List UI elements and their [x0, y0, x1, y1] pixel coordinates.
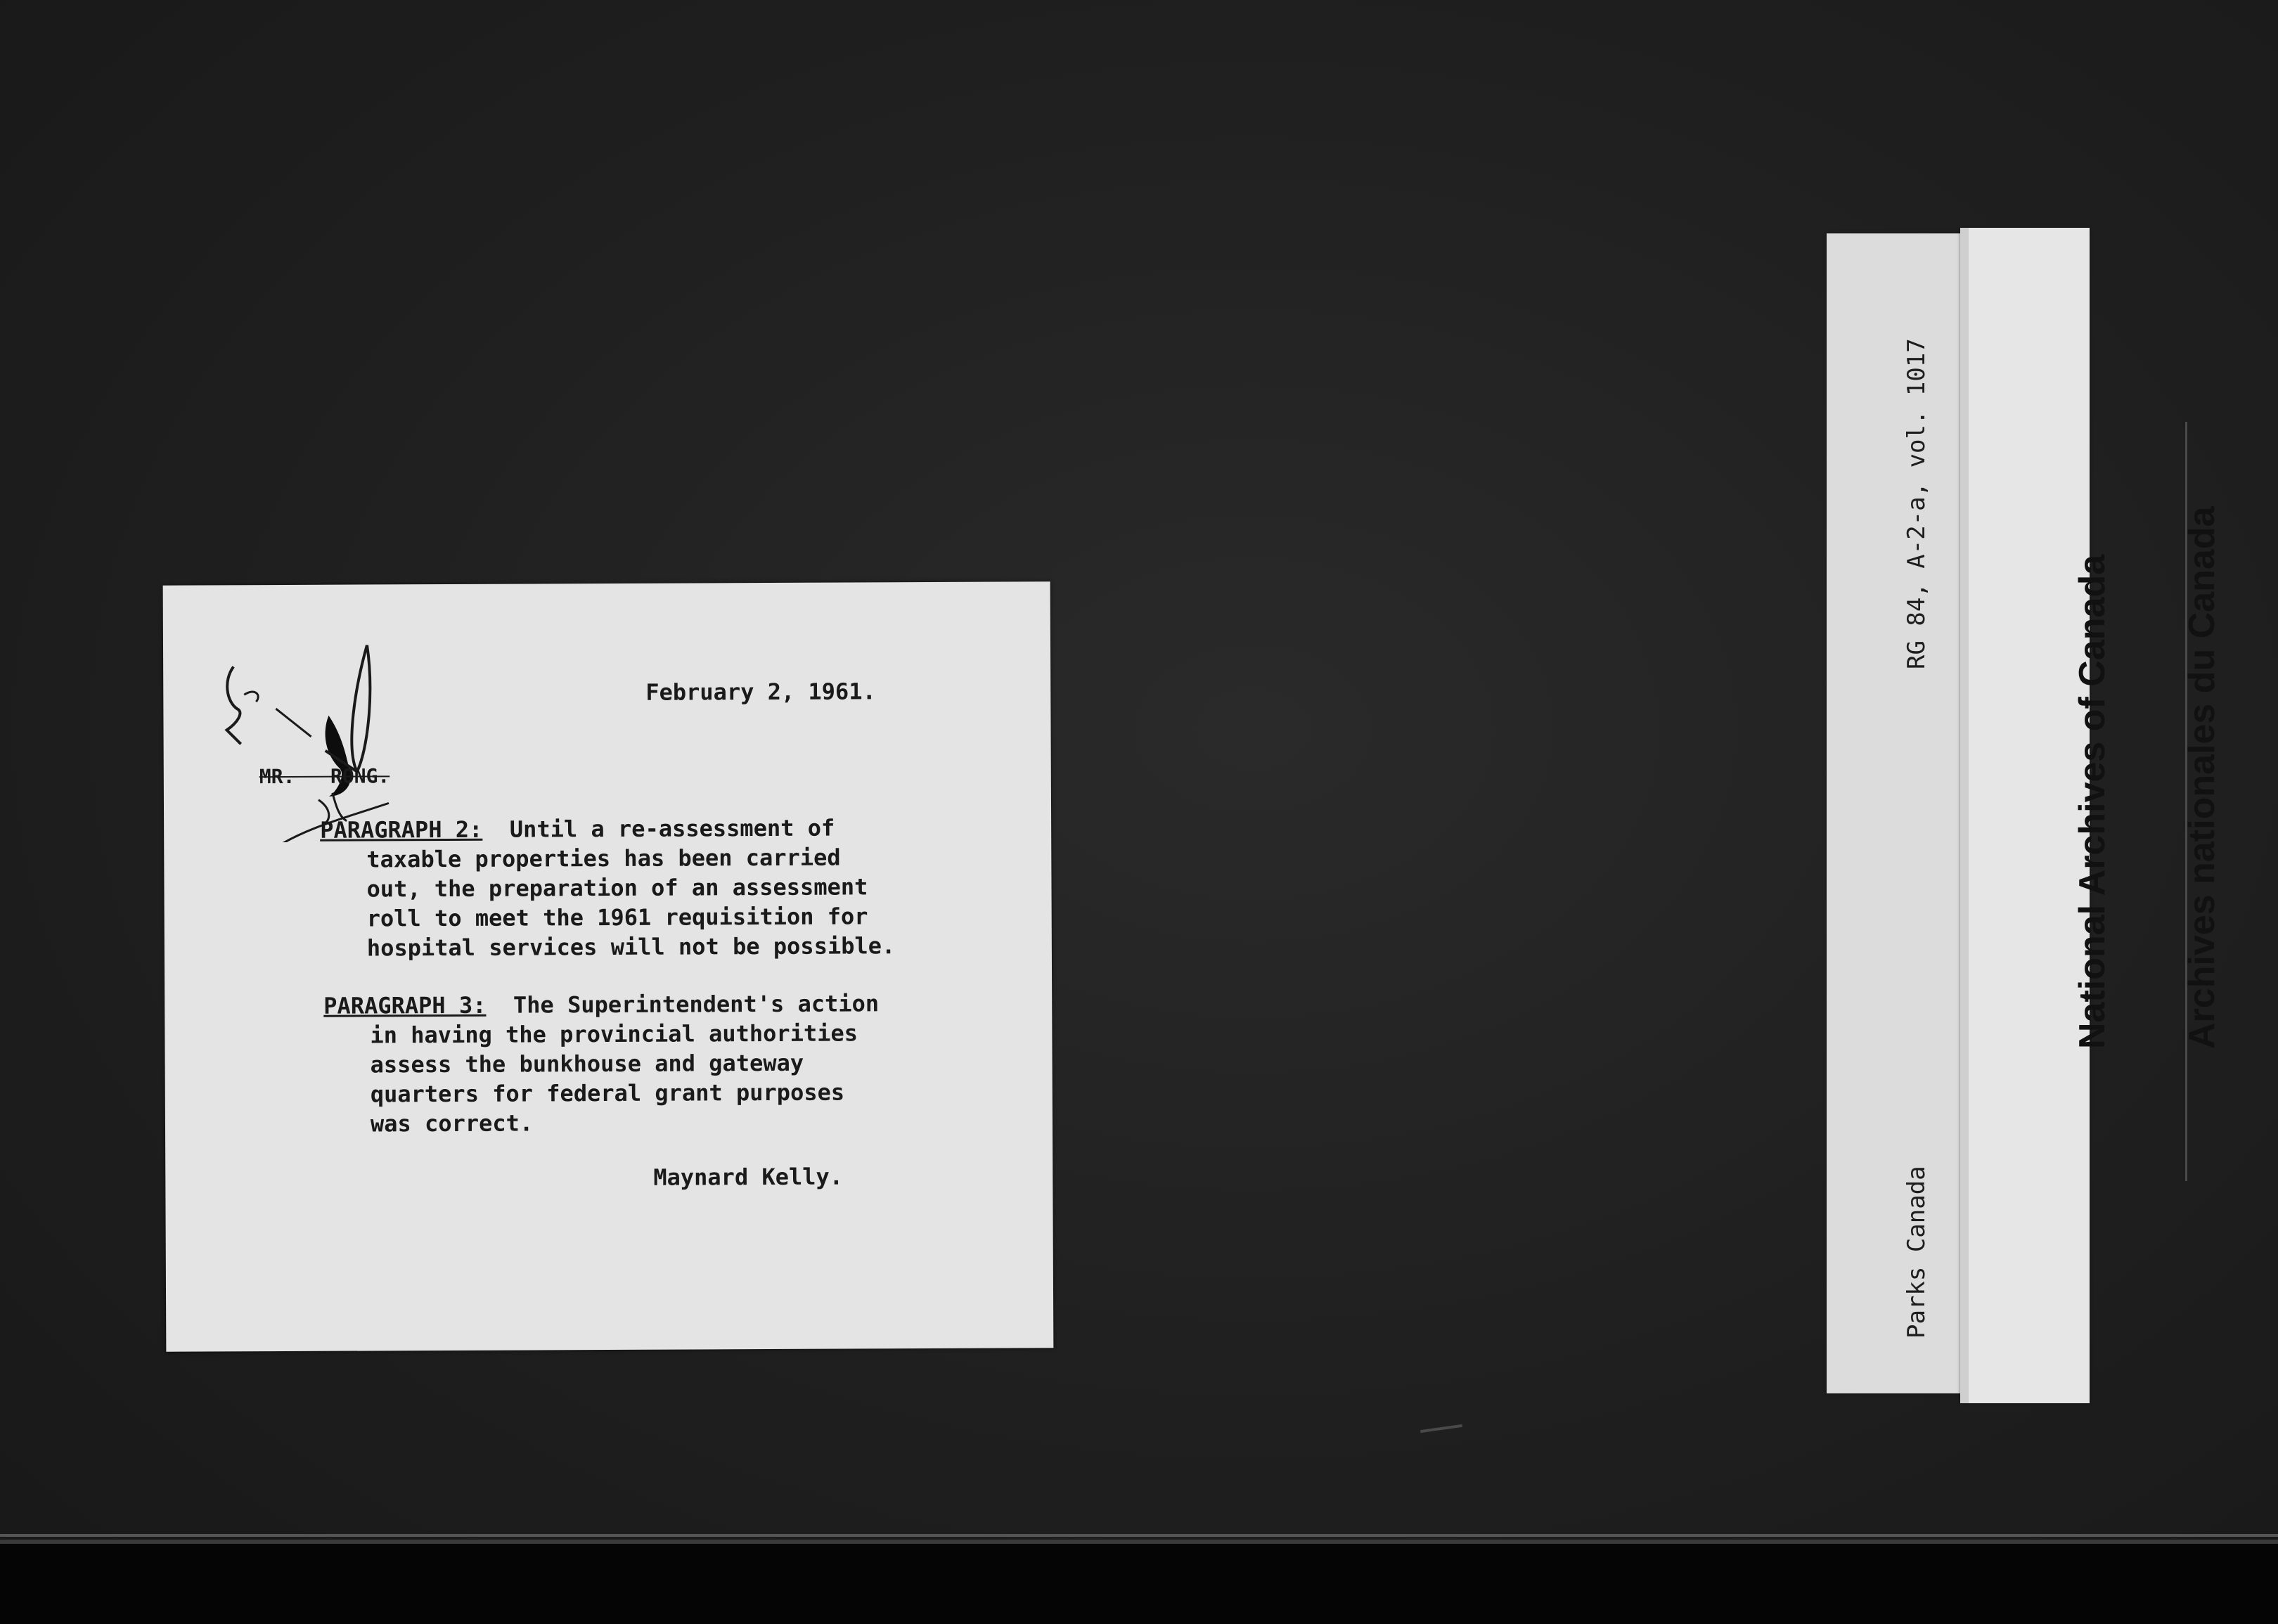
- memo-date: February 2, 1961.: [645, 678, 876, 706]
- paragraph-2: [320, 813, 895, 963]
- reference-line: RG 84, A-2-a, vol. 1017: [1903, 338, 1931, 669]
- memo-addressee: MR. RONG.: [259, 764, 390, 789]
- paragraph-2-line: taxable properties has been carried: [366, 844, 841, 873]
- film-edge-line: [0, 1534, 2278, 1537]
- paragraph-3-line: quarters for federal grant purposes: [370, 1078, 845, 1108]
- memo-signature: Maynard Kelly.: [653, 1163, 844, 1191]
- paragraph-2-line: out, the preparation of an assessment: [366, 873, 868, 903]
- paragraph-2-label: PARAGRAPH 2:: [320, 816, 483, 844]
- paragraph-2-line: Until a re-assessment of: [509, 814, 835, 843]
- film-edge: [0, 1540, 2278, 1624]
- paragraph-2-line: roll to meet the 1961 requisition for: [366, 903, 868, 932]
- paragraph-3-label: PARAGRAPH 3:: [323, 991, 487, 1019]
- archive-institution-label: [1960, 228, 2222, 1403]
- paragraph-3-line: was correct.: [370, 1109, 534, 1138]
- handwritten-annotation: [205, 631, 445, 842]
- paragraph-3-line: The Superintendent's action: [513, 990, 880, 1019]
- institution-line: National Archives of Canada: [2072, 554, 2113, 1049]
- paragraph-3-line: assess the bunkhouse and gateway: [370, 1049, 804, 1078]
- institution-line: Archives nationales du Canada: [2182, 506, 2222, 1049]
- archive-reference-label: [1827, 233, 1966, 1393]
- paragraph-3-line: in having the provincial authorities: [370, 1019, 858, 1049]
- paragraph-3: [323, 988, 880, 1138]
- institution-text: [2001, 506, 2278, 1049]
- label-edge: [1960, 228, 1969, 1403]
- paragraph-2-line: hospital services will not be possible.: [366, 932, 896, 962]
- agency-line: Parks Canada: [1903, 1166, 1931, 1339]
- memo-page: [163, 581, 1054, 1351]
